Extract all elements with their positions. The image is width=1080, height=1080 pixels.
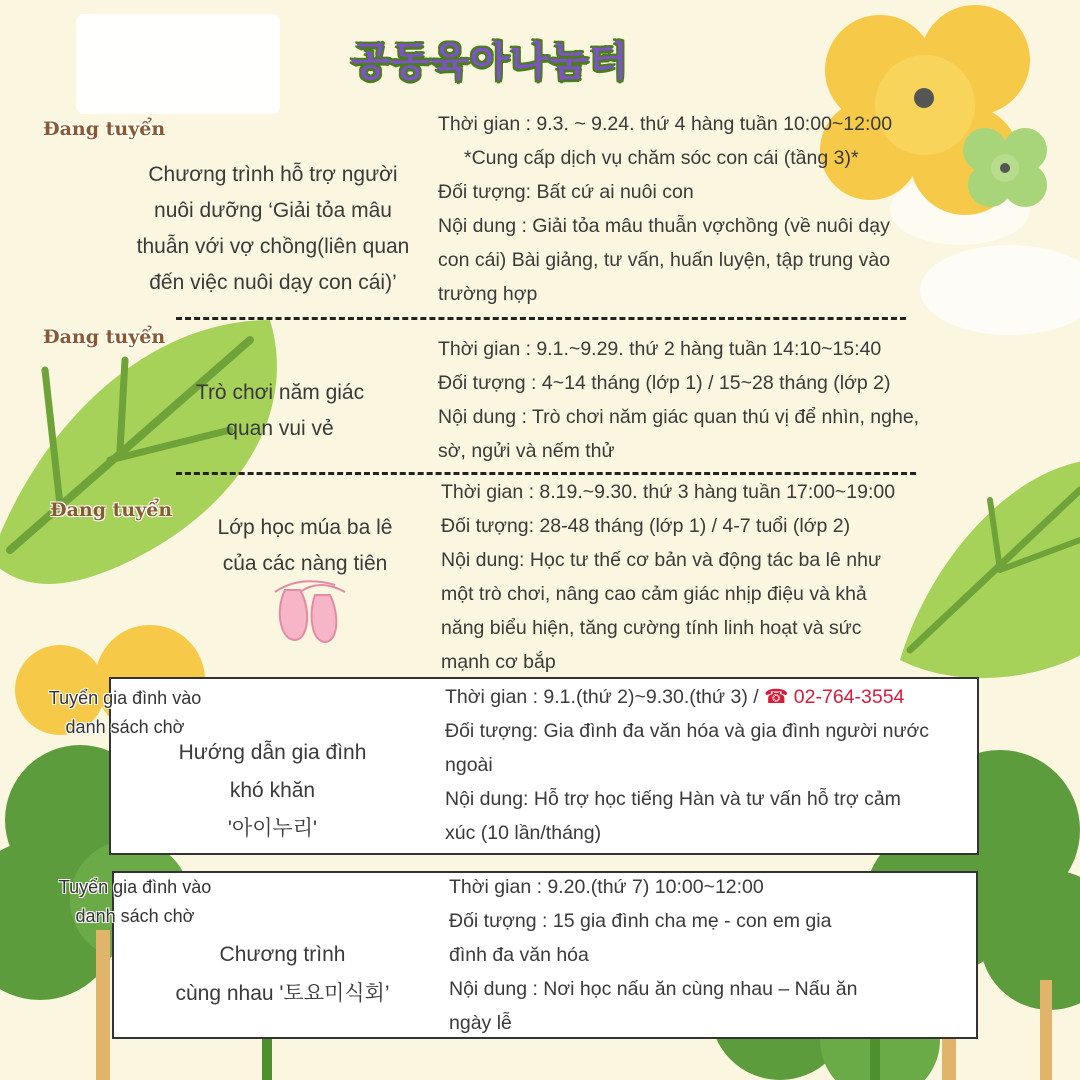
- status-line: danh sách chờ: [65, 717, 185, 737]
- status-badge: Đang tuyển: [43, 118, 166, 140]
- detail-content: trường hợp: [438, 283, 538, 305]
- detail-target: ngoài: [445, 754, 493, 776]
- detail-time: [445, 680, 975, 714]
- program-title: [140, 734, 405, 848]
- detail-content: Nội dung: Hỗ trợ học tiếng Hàn và tư vấn hỗ trợ cảm: [445, 788, 901, 810]
- program-title-line: quan vui vẻ: [226, 417, 334, 440]
- divider: [176, 317, 906, 320]
- detail-content: Nội dung : Nơi học nấu ăn cùng nhau – Nấu ăn: [449, 978, 858, 1000]
- detail-target: Đối tượng : 15 gia đình cha mẹ - con em gia: [449, 910, 832, 932]
- program-title: [118, 157, 428, 301]
- detail-time: Thời gian : 9.3. ~ 9.24. thứ 4 hàng tuần 10:00~12:00: [438, 113, 893, 135]
- program-title-line: của các nàng tiên: [222, 552, 388, 575]
- detail-target: Đối tượng: Bất cứ ai nuôi con: [438, 181, 694, 203]
- detail-content: con cái) Bài giảng, tư vấn, huấn luyện, tập trung vào: [438, 249, 891, 271]
- status-badge: [30, 873, 240, 931]
- status-line: Tuyển gia đình vào: [58, 877, 212, 897]
- redacted-logo-area: [76, 14, 280, 114]
- program-title-line: Chương trình hỗ trợ người: [148, 163, 398, 186]
- program-title-line: Lớp học múa ba lê: [217, 516, 393, 539]
- program-title-line: '아이누리': [227, 817, 318, 840]
- program-details: [449, 870, 969, 1040]
- detail-content: Nội dung : Giải tỏa mâu thuẫn vợchồng (về nuôi dạy: [438, 215, 890, 237]
- program-title-line: cùng nhau '토요미식회’: [175, 982, 390, 1005]
- status-badge: Đang tuyển: [50, 499, 173, 521]
- detail-target: Đối tượng: Gia đình đa văn hóa và gia đình người nước: [445, 720, 930, 742]
- program-details: [445, 680, 975, 850]
- program-title-line: Trò chơi năm giác: [195, 381, 365, 404]
- phone-number[interactable]: ☎ 02-764-3554: [764, 686, 905, 708]
- program-details: [438, 107, 1038, 311]
- program-details: [438, 332, 1038, 468]
- detail-target: Đối tượng: 28-48 tháng (lớp 1) / 4-7 tuổi (lớp 2): [441, 515, 851, 537]
- program-title: [150, 375, 410, 447]
- detail-content: Nội dung: Học tư thế cơ bản và động tác ba lê như: [441, 549, 881, 571]
- status-line: Tuyển gia đình vào: [48, 688, 202, 708]
- program-details: [441, 475, 1041, 679]
- program-title-line: đến việc nuôi dạy con cái)’: [149, 271, 397, 294]
- program-title-line: Chương trình: [219, 943, 346, 966]
- detail-target: Đối tượng : 4~14 tháng (lớp 1) / 15~28 tháng (lớp 2): [438, 372, 891, 394]
- detail-content: xúc (10 lần/tháng): [445, 822, 602, 844]
- program-title: [140, 935, 425, 1013]
- detail-note: *Cung cấp dịch vụ chăm sóc con cái (tầng 3)*: [464, 147, 859, 169]
- detail-target: đình đa văn hóa: [449, 944, 589, 966]
- detail-content: Nội dung : Trò chơi năm giác quan thú vị để nhìn, nghe,: [438, 406, 920, 428]
- program-title-line: Hướng dẫn gia đình: [178, 741, 367, 764]
- program-title-line: khó khăn: [229, 779, 316, 802]
- detail-content: mạnh cơ bắp: [441, 651, 556, 673]
- ballet-shoes-icon: [275, 581, 345, 642]
- detail-time: Thời gian : 9.20.(thứ 7) 10:00~12:00: [449, 876, 764, 898]
- detail-content: một trò chơi, nâng cao cảm giác nhịp điệu và khả: [441, 583, 867, 605]
- page-title: 공동육아나눔터: [351, 39, 629, 85]
- program-title: [175, 510, 435, 582]
- detail-content: sờ, ngửi và nếm thử: [438, 440, 615, 462]
- detail-time: Thời gian : 9.1.~9.29. thứ 2 hàng tuần 14:10~15:40: [438, 338, 882, 360]
- detail-time: Thời gian : 8.19.~9.30. thứ 3 hàng tuần 17:00~19:00: [441, 481, 896, 503]
- program-title-line: nuôi dưỡng ‘Giải tỏa mâu: [154, 199, 392, 222]
- status-line: danh sách chờ: [75, 906, 195, 926]
- detail-content: ngày lễ: [449, 1012, 512, 1034]
- program-title-line: thuẫn với vợ chồng(liên quan: [136, 235, 410, 258]
- detail-content: năng biểu hiện, tăng cường tính linh hoạt và sức: [441, 617, 862, 639]
- status-badge: Đang tuyển: [43, 326, 166, 348]
- detail-time-text: Thời gian : 9.1.(thứ 2)~9.30.(thứ 3) /: [445, 686, 765, 708]
